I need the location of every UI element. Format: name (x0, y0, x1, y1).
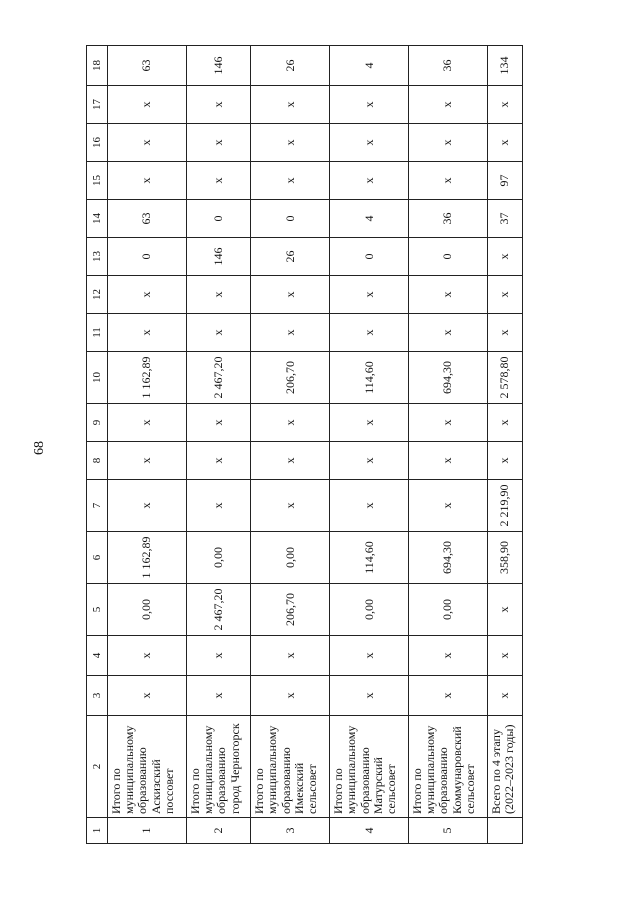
table-row (409, 46, 488, 844)
column-header-3: 3 (87, 676, 108, 716)
column-header-17: 17 (87, 86, 108, 124)
cell-col-10: 114,60 (330, 352, 409, 404)
cell-col-15: x (108, 162, 187, 200)
cell-col-10: 2 578,80 (488, 352, 523, 404)
cell-col-5: 0,00 (409, 584, 488, 636)
cell-col-4: x (409, 636, 488, 676)
row-number (488, 818, 523, 844)
cell-col-9: x (108, 404, 187, 442)
cell-col-13: 0 (330, 238, 409, 276)
cell-col-3: x (330, 676, 409, 716)
cell-col-12: x (488, 276, 523, 314)
column-header-13: 13 (87, 238, 108, 276)
cell-col-18: 4 (330, 46, 409, 86)
cell-col-16: x (330, 124, 409, 162)
cell-col-3: x (186, 676, 250, 716)
cell-col-17: x (330, 86, 409, 124)
column-header-15: 15 (87, 162, 108, 200)
cell-col-12: x (186, 276, 250, 314)
cell-col-15: x (251, 162, 330, 200)
column-header-11: 11 (87, 314, 108, 352)
row-name: Итого по муниципальному образованию Коммунаровский сельсовет (409, 716, 488, 818)
cell-col-11: x (330, 314, 409, 352)
cell-col-6: 0,00 (251, 532, 330, 584)
cell-col-12: x (108, 276, 187, 314)
cell-col-5: 0,00 (108, 584, 187, 636)
cell-col-18: 26 (251, 46, 330, 86)
cell-col-8: x (330, 442, 409, 480)
cell-col-6: 694,30 (409, 532, 488, 584)
cell-col-14: 37 (488, 200, 523, 238)
cell-col-14: 0 (186, 200, 250, 238)
column-header-1: 1 (87, 818, 108, 844)
cell-col-13: x (488, 238, 523, 276)
cell-col-7: x (186, 480, 250, 532)
cell-col-6: 114,60 (330, 532, 409, 584)
header-row (87, 46, 108, 844)
row-name: Итого по муниципальному образованию Имекский сельсовет (251, 716, 330, 818)
cell-col-5: 206,70 (251, 584, 330, 636)
cell-col-7: x (409, 480, 488, 532)
cell-col-11: x (108, 314, 187, 352)
cell-col-17: x (409, 86, 488, 124)
cell-col-4: x (108, 636, 187, 676)
table-row (186, 46, 250, 844)
cell-col-12: x (330, 276, 409, 314)
column-header-9: 9 (87, 404, 108, 442)
table-row (330, 46, 409, 844)
cell-col-14: 4 (330, 200, 409, 238)
cell-col-13: 26 (251, 238, 330, 276)
cell-col-16: x (108, 124, 187, 162)
row-name: Итого по муниципальному образованию Матурский сельсовет (330, 716, 409, 818)
cell-col-14: 36 (409, 200, 488, 238)
cell-col-10: 206,70 (251, 352, 330, 404)
cell-col-4: x (186, 636, 250, 676)
row-number: 3 (251, 818, 330, 844)
column-header-6: 6 (87, 532, 108, 584)
row-number: 4 (330, 818, 409, 844)
cell-col-13: 146 (186, 238, 250, 276)
cell-col-5: 0,00 (330, 584, 409, 636)
cell-col-9: x (488, 404, 523, 442)
column-header-7: 7 (87, 480, 108, 532)
cell-col-18: 134 (488, 46, 523, 86)
cell-col-16: x (409, 124, 488, 162)
cell-col-17: x (251, 86, 330, 124)
cell-col-7: x (251, 480, 330, 532)
cell-col-10: 1 162,89 (108, 352, 187, 404)
row-number: 2 (186, 818, 250, 844)
rotated-table-container (86, 50, 523, 844)
cell-col-14: 63 (108, 200, 187, 238)
row-name: Итого по муниципальному образованию Аскизский поссовет (108, 716, 187, 818)
cell-col-6: 0,00 (186, 532, 250, 584)
cell-col-9: x (409, 404, 488, 442)
cell-col-15: x (409, 162, 488, 200)
cell-col-9: x (330, 404, 409, 442)
column-header-5: 5 (87, 584, 108, 636)
column-header-2: 2 (87, 716, 108, 818)
cell-col-12: x (409, 276, 488, 314)
cell-col-8: x (251, 442, 330, 480)
cell-col-12: x (251, 276, 330, 314)
cell-col-15: 97 (488, 162, 523, 200)
cell-col-4: x (488, 636, 523, 676)
data-table (86, 45, 523, 844)
cell-col-9: x (186, 404, 250, 442)
cell-col-17: x (488, 86, 523, 124)
column-header-4: 4 (87, 636, 108, 676)
cell-col-13: 0 (409, 238, 488, 276)
cell-col-4: x (251, 636, 330, 676)
row-number: 1 (108, 818, 187, 844)
cell-col-15: x (186, 162, 250, 200)
column-header-8: 8 (87, 442, 108, 480)
table-row (251, 46, 330, 844)
cell-col-8: x (108, 442, 187, 480)
cell-col-6: 358,90 (488, 532, 523, 584)
cell-col-4: x (330, 636, 409, 676)
cell-col-16: x (251, 124, 330, 162)
column-header-12: 12 (87, 276, 108, 314)
column-header-14: 14 (87, 200, 108, 238)
cell-col-17: x (108, 86, 187, 124)
table-row (488, 46, 523, 844)
cell-col-11: x (186, 314, 250, 352)
page-number: 68 (32, 441, 47, 455)
cell-col-16: x (186, 124, 250, 162)
cell-col-18: 63 (108, 46, 187, 86)
cell-col-10: 2 467,20 (186, 352, 250, 404)
cell-col-18: 36 (409, 46, 488, 86)
column-header-16: 16 (87, 124, 108, 162)
cell-col-8: x (186, 442, 250, 480)
cell-col-3: x (409, 676, 488, 716)
row-name: Всего по 4 этапу (2022–2023 годы) (488, 716, 523, 818)
cell-col-15: x (330, 162, 409, 200)
cell-col-11: x (488, 314, 523, 352)
cell-col-5: x (488, 584, 523, 636)
cell-col-17: x (186, 86, 250, 124)
column-header-10: 10 (87, 352, 108, 404)
cell-col-18: 146 (186, 46, 250, 86)
cell-col-5: 2 467,20 (186, 584, 250, 636)
cell-col-3: x (108, 676, 187, 716)
cell-col-11: x (251, 314, 330, 352)
cell-col-11: x (409, 314, 488, 352)
cell-col-8: x (409, 442, 488, 480)
cell-col-7: x (330, 480, 409, 532)
column-header-18: 18 (87, 46, 108, 86)
row-name: Итого по муниципальному образованию город Черногорск (186, 716, 250, 818)
cell-col-7: 2 219,90 (488, 480, 523, 532)
cell-col-6: 1 162,89 (108, 532, 187, 584)
cell-col-3: x (488, 676, 523, 716)
table-row (108, 46, 187, 844)
cell-col-9: x (251, 404, 330, 442)
cell-col-14: 0 (251, 200, 330, 238)
cell-col-13: 0 (108, 238, 187, 276)
cell-col-7: x (108, 480, 187, 532)
cell-col-16: x (488, 124, 523, 162)
cell-col-10: 694,30 (409, 352, 488, 404)
cell-col-3: x (251, 676, 330, 716)
cell-col-8: x (488, 442, 523, 480)
row-number: 5 (409, 818, 488, 844)
